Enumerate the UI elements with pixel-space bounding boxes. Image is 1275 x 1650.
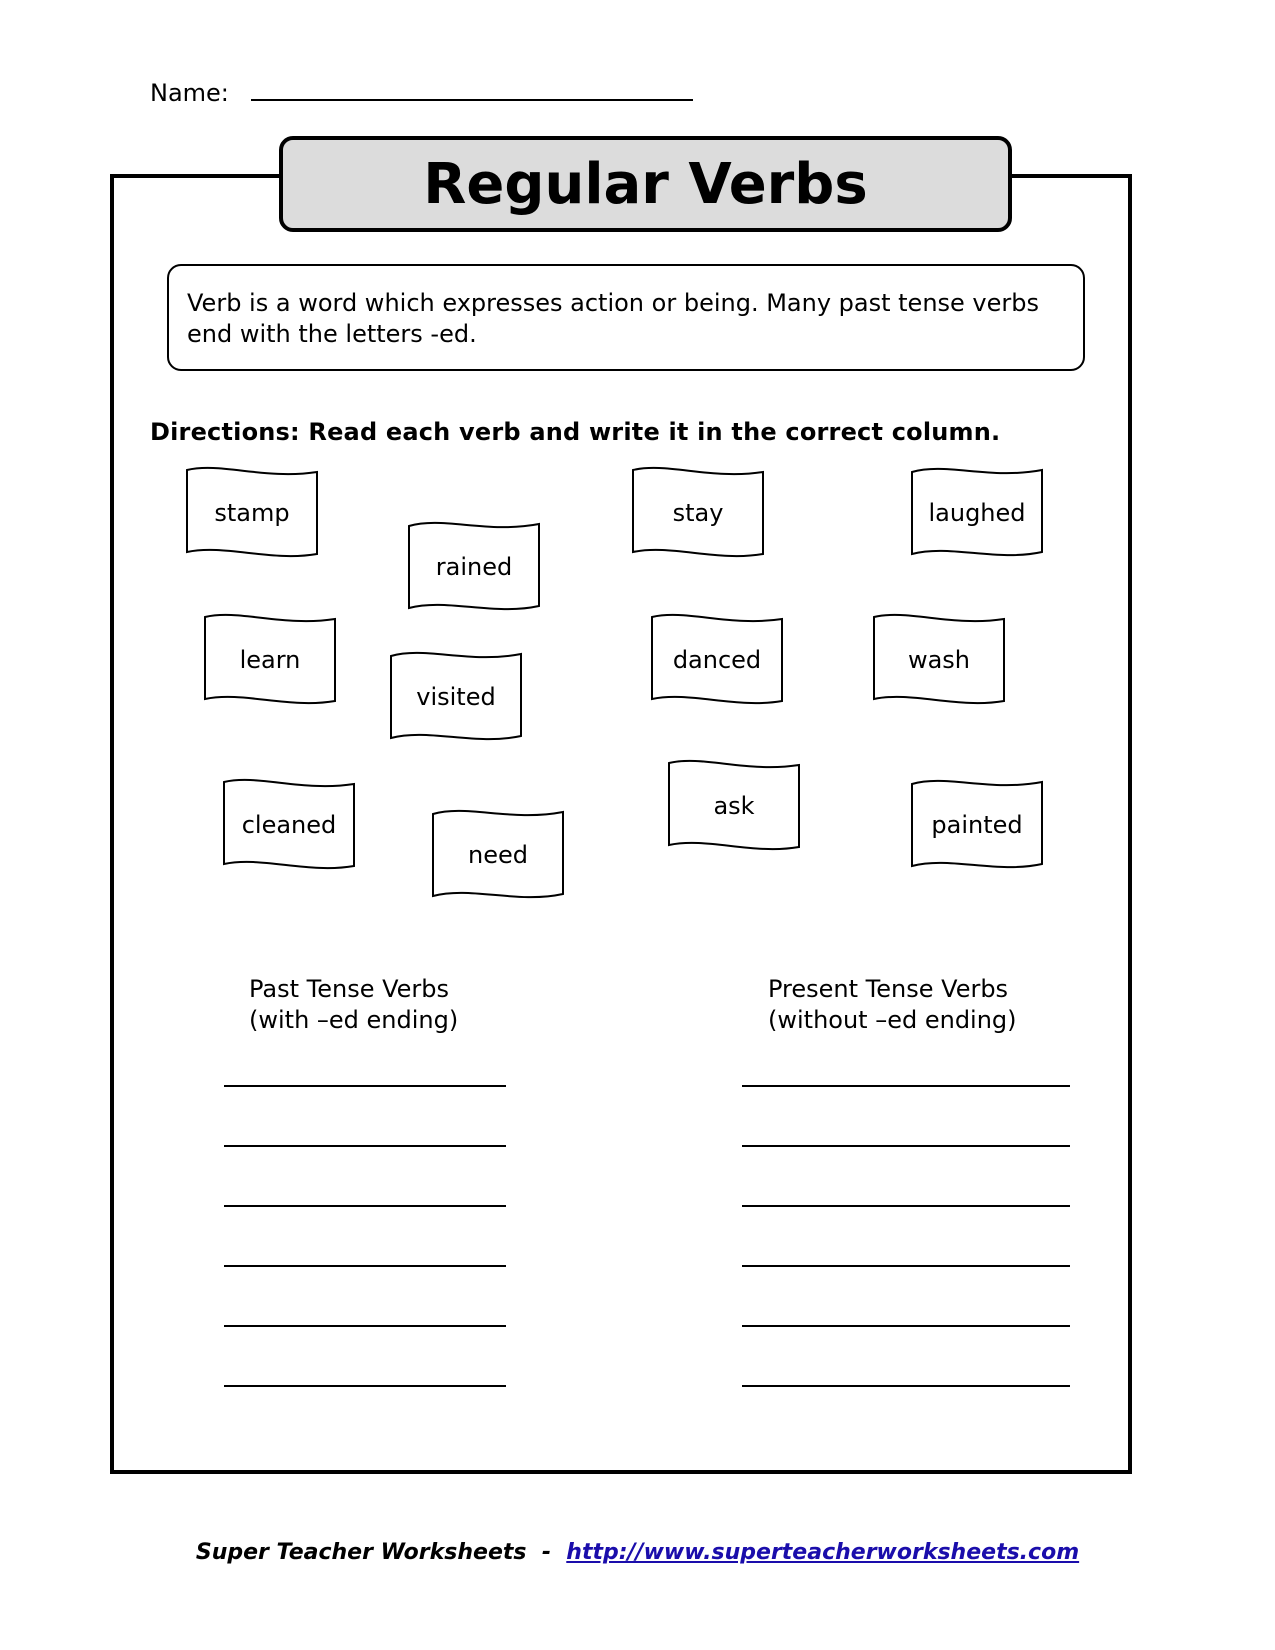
definition-box <box>167 264 1085 371</box>
past-tense-heading <box>249 974 458 1036</box>
present-tense-heading <box>768 974 1017 1036</box>
present-answer-line[interactable] <box>742 1085 1070 1087</box>
past-answer-line[interactable] <box>224 1325 506 1327</box>
verb-card-label: ask <box>713 792 755 820</box>
directions-text: Directions: Read each verb and write it in the correct column. <box>150 418 1001 446</box>
verb-card[interactable] <box>431 808 565 902</box>
page-title: Regular Verbs <box>279 136 1012 232</box>
present-answer-line[interactable] <box>742 1265 1070 1267</box>
verb-card-label: learn <box>239 646 301 674</box>
present-answer-line[interactable] <box>742 1145 1070 1147</box>
verb-card-label: painted <box>931 811 1023 839</box>
verb-card-label: laughed <box>928 499 1026 527</box>
present-answer-line[interactable] <box>742 1385 1070 1387</box>
footer-link[interactable]: http://www.superteacherworksheets.com <box>566 1540 1080 1565</box>
past-tense-subtitle: (with –ed ending) <box>249 1006 459 1034</box>
verb-card[interactable] <box>650 613 784 707</box>
verb-card-label: visited <box>416 683 496 711</box>
verb-card[interactable] <box>222 778 356 872</box>
verb-card[interactable] <box>407 520 541 614</box>
past-answer-line[interactable] <box>224 1145 506 1147</box>
past-answer-line[interactable] <box>224 1085 506 1087</box>
present-answer-line[interactable] <box>742 1205 1070 1207</box>
verb-card-label: need <box>468 841 528 869</box>
verb-card[interactable] <box>185 466 319 560</box>
footer <box>0 1540 1275 1565</box>
past-answer-line[interactable] <box>224 1205 506 1207</box>
definition-text: Verb is a word which expresses action or being. Many past tense verbs end with the letters -ed. <box>187 289 1039 348</box>
verb-card[interactable] <box>631 466 765 560</box>
verb-card-label: stay <box>672 499 724 527</box>
verb-card[interactable] <box>203 613 337 707</box>
verb-card[interactable] <box>389 650 523 744</box>
past-answer-line[interactable] <box>224 1265 506 1267</box>
verb-card[interactable] <box>872 613 1006 707</box>
verb-card[interactable] <box>667 759 801 853</box>
footer-brand: Super Teacher Worksheets <box>195 1540 527 1565</box>
verb-card-label: stamp <box>214 499 290 527</box>
present-tense-title: Present Tense Verbs <box>768 975 1009 1003</box>
name-blank-line[interactable] <box>251 73 693 101</box>
present-answer-line[interactable] <box>742 1325 1070 1327</box>
name-label: Name: <box>150 79 229 107</box>
footer-separator: - <box>541 1540 551 1565</box>
present-tense-subtitle: (without –ed ending) <box>768 1006 1017 1034</box>
verb-card[interactable] <box>910 466 1044 560</box>
verb-card-label: rained <box>435 553 513 581</box>
name-field <box>150 73 693 107</box>
verb-card-label: wash <box>907 646 971 674</box>
verb-card-label: cleaned <box>241 811 337 839</box>
past-answer-line[interactable] <box>224 1385 506 1387</box>
verb-card[interactable] <box>910 778 1044 872</box>
verb-card-label: danced <box>672 646 762 674</box>
past-tense-title: Past Tense Verbs <box>249 975 450 1003</box>
